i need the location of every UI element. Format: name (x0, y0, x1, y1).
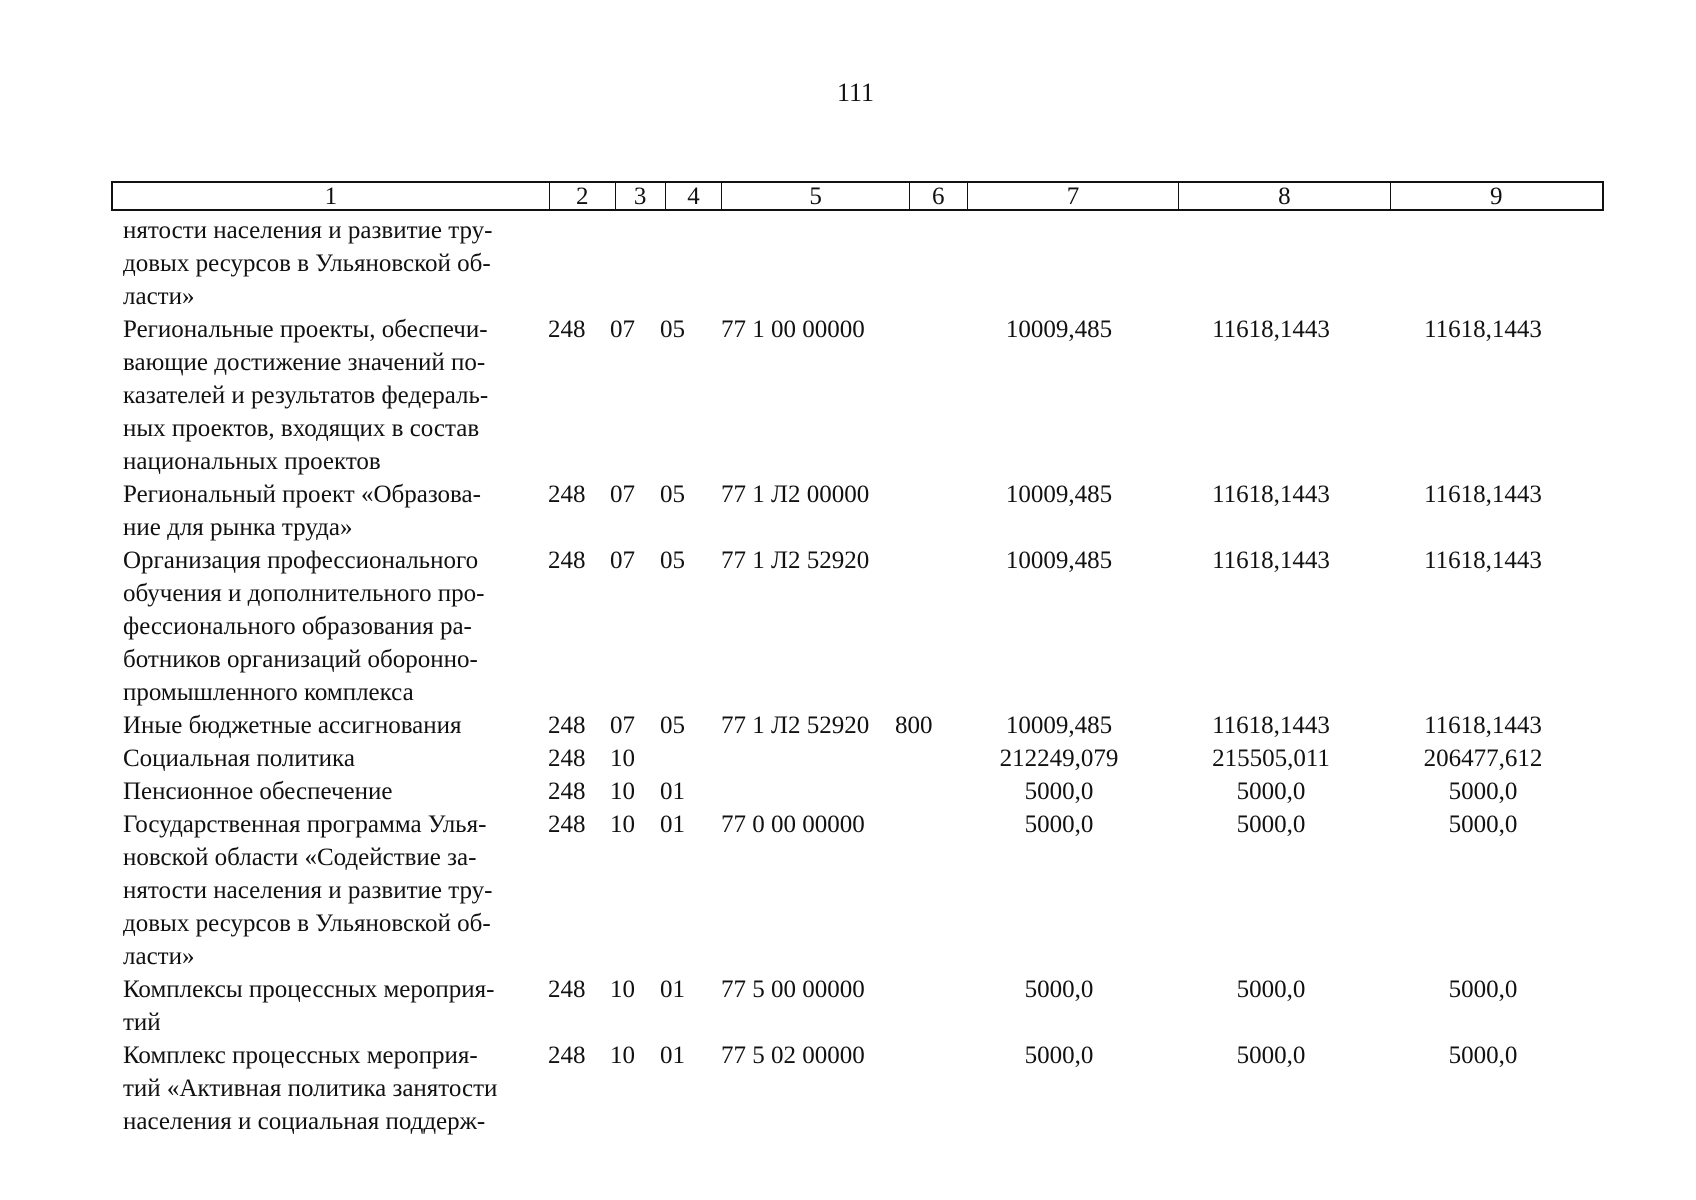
table-row (123, 313, 1603, 478)
section-code-cell: 10 (610, 811, 635, 838)
amount-cell: 11618,1443 (1212, 547, 1330, 574)
section-code-cell: 10 (610, 745, 635, 772)
subsection-code-cell: 05 (660, 712, 685, 739)
admin-code-cell: 248 (548, 745, 586, 772)
amount-cell: 11618,1443 (1424, 316, 1542, 343)
column-header: 1 (113, 183, 550, 209)
admin-code-cell: 248 (548, 811, 586, 838)
row-name-cell: Комплекс процессных мероприя- тий «Активная политика занятости населения и социальная поддерж- (123, 1042, 498, 1135)
admin-code-cell: 248 (548, 547, 586, 574)
subsection-code-cell: 01 (660, 811, 685, 838)
table-row (123, 544, 1603, 709)
target-article-cell: 77 1 Л2 52920 (721, 712, 870, 739)
amount-cell: 5000,0 (1448, 811, 1518, 838)
amount-cell: 10009,485 (1005, 547, 1113, 574)
amount-cell: 5000,0 (1236, 976, 1306, 1003)
amount-cell: 10009,485 (1005, 712, 1113, 739)
subsection-code-cell: 05 (660, 316, 685, 343)
amount-cell: 5000,0 (1236, 778, 1306, 805)
row-name-cell: Государственная программа Улья- новской области «Содействие за- нятости населения и развитие тру- довых ресурсов в Ульяновской об- ласти» (123, 811, 493, 970)
amount-cell: 5000,0 (1024, 811, 1094, 838)
section-code-cell: 07 (610, 547, 635, 574)
amount-cell: 5000,0 (1448, 778, 1518, 805)
table-row (123, 775, 1603, 808)
target-article-cell: 77 0 00 00000 (721, 811, 865, 838)
amount-cell: 10009,485 (1005, 316, 1113, 343)
row-name-cell: Региональные проекты, обеспечи- вающие достижение значений по- казателей и результатов федераль- ных проектов, входящих в состав национальных проектов (123, 316, 489, 475)
admin-code-cell: 248 (548, 481, 586, 508)
admin-code-cell: 248 (548, 1042, 586, 1069)
target-article-cell: 77 1 00 00000 (721, 316, 865, 343)
amount-cell: 10009,485 (1005, 481, 1113, 508)
column-header: 8 (1179, 183, 1390, 209)
table-row (123, 709, 1603, 742)
amount-cell: 5000,0 (1448, 1042, 1518, 1069)
table-row (123, 214, 1603, 313)
amount-cell: 5000,0 (1236, 1042, 1306, 1069)
column-header: 7 (968, 183, 1179, 209)
amount-cell: 5000,0 (1024, 1042, 1094, 1069)
amount-cell: 5000,0 (1236, 811, 1306, 838)
target-article-cell: 77 5 02 00000 (721, 1042, 865, 1069)
subsection-code-cell: 01 (660, 976, 685, 1003)
row-name-cell: Региональный проект «Образова- ние для рынка труда» (123, 481, 481, 541)
column-header: 2 (550, 183, 616, 209)
section-code-cell: 07 (610, 481, 635, 508)
table-row (123, 478, 1603, 544)
row-name-cell: Социальная политика (123, 745, 355, 772)
column-header: 6 (910, 183, 968, 209)
section-code-cell: 07 (610, 712, 635, 739)
section-code-cell: 10 (610, 1042, 635, 1069)
admin-code-cell: 248 (548, 712, 586, 739)
row-name-cell: Пенсионное обеспечение (123, 778, 393, 805)
amount-cell: 5000,0 (1024, 976, 1094, 1003)
page-number: 111 (836, 78, 875, 107)
amount-cell: 5000,0 (1448, 976, 1518, 1003)
row-name-cell: нятости населения и развитие тру- довых ресурсов в Ульяновской об- ласти» (123, 217, 493, 310)
subsection-code-cell: 05 (660, 481, 685, 508)
table-row (123, 742, 1603, 775)
section-code-cell: 07 (610, 316, 635, 343)
amount-cell: 11618,1443 (1424, 712, 1542, 739)
subsection-code-cell: 01 (660, 778, 685, 805)
column-header: 9 (1490, 182, 1503, 210)
target-article-cell: 77 5 00 00000 (721, 976, 865, 1003)
admin-code-cell: 248 (548, 316, 586, 343)
table-body (123, 214, 1603, 1138)
target-article-cell: 77 1 Л2 52920 (721, 547, 870, 574)
expense-type-cell: 800 (895, 712, 933, 739)
amount-cell: 5000,0 (1024, 778, 1094, 805)
table-row (123, 973, 1603, 1039)
amount-cell: 11618,1443 (1212, 712, 1330, 739)
amount-cell: 11618,1443 (1212, 481, 1330, 508)
column-header: 4 (666, 183, 723, 209)
amount-cell: 212249,079 (999, 745, 1119, 772)
amount-cell: 11618,1443 (1212, 316, 1330, 343)
amount-cell: 206477,612 (1423, 745, 1543, 772)
table-row (123, 808, 1603, 973)
table-header (111, 181, 1604, 211)
table-row (123, 1039, 1603, 1138)
row-name-cell: Комплексы процессных мероприя- тий (123, 976, 495, 1036)
admin-code-cell: 248 (548, 778, 586, 805)
row-name-cell: Иные бюджетные ассигнования (123, 712, 462, 739)
section-code-cell: 10 (610, 778, 635, 805)
subsection-code-cell: 01 (660, 1042, 685, 1069)
amount-cell: 11618,1443 (1424, 547, 1542, 574)
column-header: 3 (616, 183, 666, 209)
admin-code-cell: 248 (548, 976, 586, 1003)
column-header: 5 (722, 183, 910, 209)
amount-cell: 215505,011 (1212, 745, 1330, 772)
section-code-cell: 10 (610, 976, 635, 1003)
row-name-cell: Организация профессионального обучения и дополнительного про- фессионального образования ра- ботников организаций оборонно- промышленного комплекса (123, 547, 485, 706)
target-article-cell: 77 1 Л2 00000 (721, 481, 870, 508)
subsection-code-cell: 05 (660, 547, 685, 574)
amount-cell: 11618,1443 (1424, 481, 1542, 508)
